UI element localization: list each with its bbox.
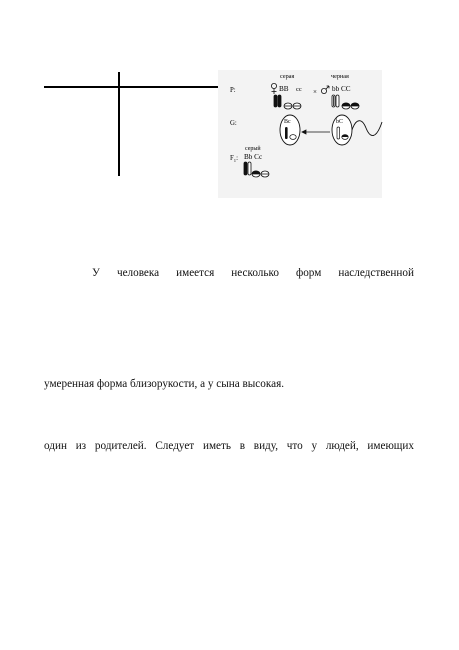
word: виду, [253, 440, 279, 452]
label-g: G: [230, 120, 237, 127]
figure-background [218, 70, 388, 198]
word: наследственной [338, 267, 414, 279]
word: из [75, 440, 87, 452]
table-horizontal-line [44, 86, 219, 88]
word: форм [295, 267, 322, 279]
word: людей, [325, 440, 359, 452]
genetic-cross-figure [218, 70, 388, 198]
word: имеющих [367, 440, 414, 452]
word: У [92, 267, 100, 279]
genotype-female-bb: BB [279, 85, 289, 93]
female-gamete [280, 115, 300, 145]
label-black-male: черная [331, 73, 349, 80]
word: родителей. [94, 440, 147, 452]
word: имеется [176, 267, 215, 279]
word: один [44, 440, 67, 452]
word: что [286, 440, 303, 452]
genotype-f1: Bb Cc [244, 153, 263, 161]
label-grey-offspring: серый [245, 146, 261, 152]
word: Следует [155, 440, 195, 452]
label-grey-female: серая [280, 73, 295, 80]
word: у [311, 440, 318, 452]
genotype-female-cc: cc [296, 86, 302, 93]
paragraph-line-2: умеренная форма близорукости, а у сына высокая. [44, 378, 285, 390]
cross-symbol: × [313, 88, 317, 96]
label-p: P: [230, 87, 236, 94]
table-vertical-line [118, 72, 120, 176]
label-f1: $F_1$: [230, 155, 238, 163]
word: в [239, 440, 246, 452]
word: иметь [202, 440, 231, 452]
word: человека [116, 267, 160, 279]
gamete-male-label: bC [336, 119, 344, 125]
paragraph-line-3 [44, 439, 414, 453]
word: несколько [231, 267, 279, 279]
paragraph-line-1 [92, 266, 414, 280]
male-gamete [332, 115, 352, 145]
gamete-female-label: Bc [284, 119, 291, 125]
genotype-male: bb CC [332, 85, 351, 93]
